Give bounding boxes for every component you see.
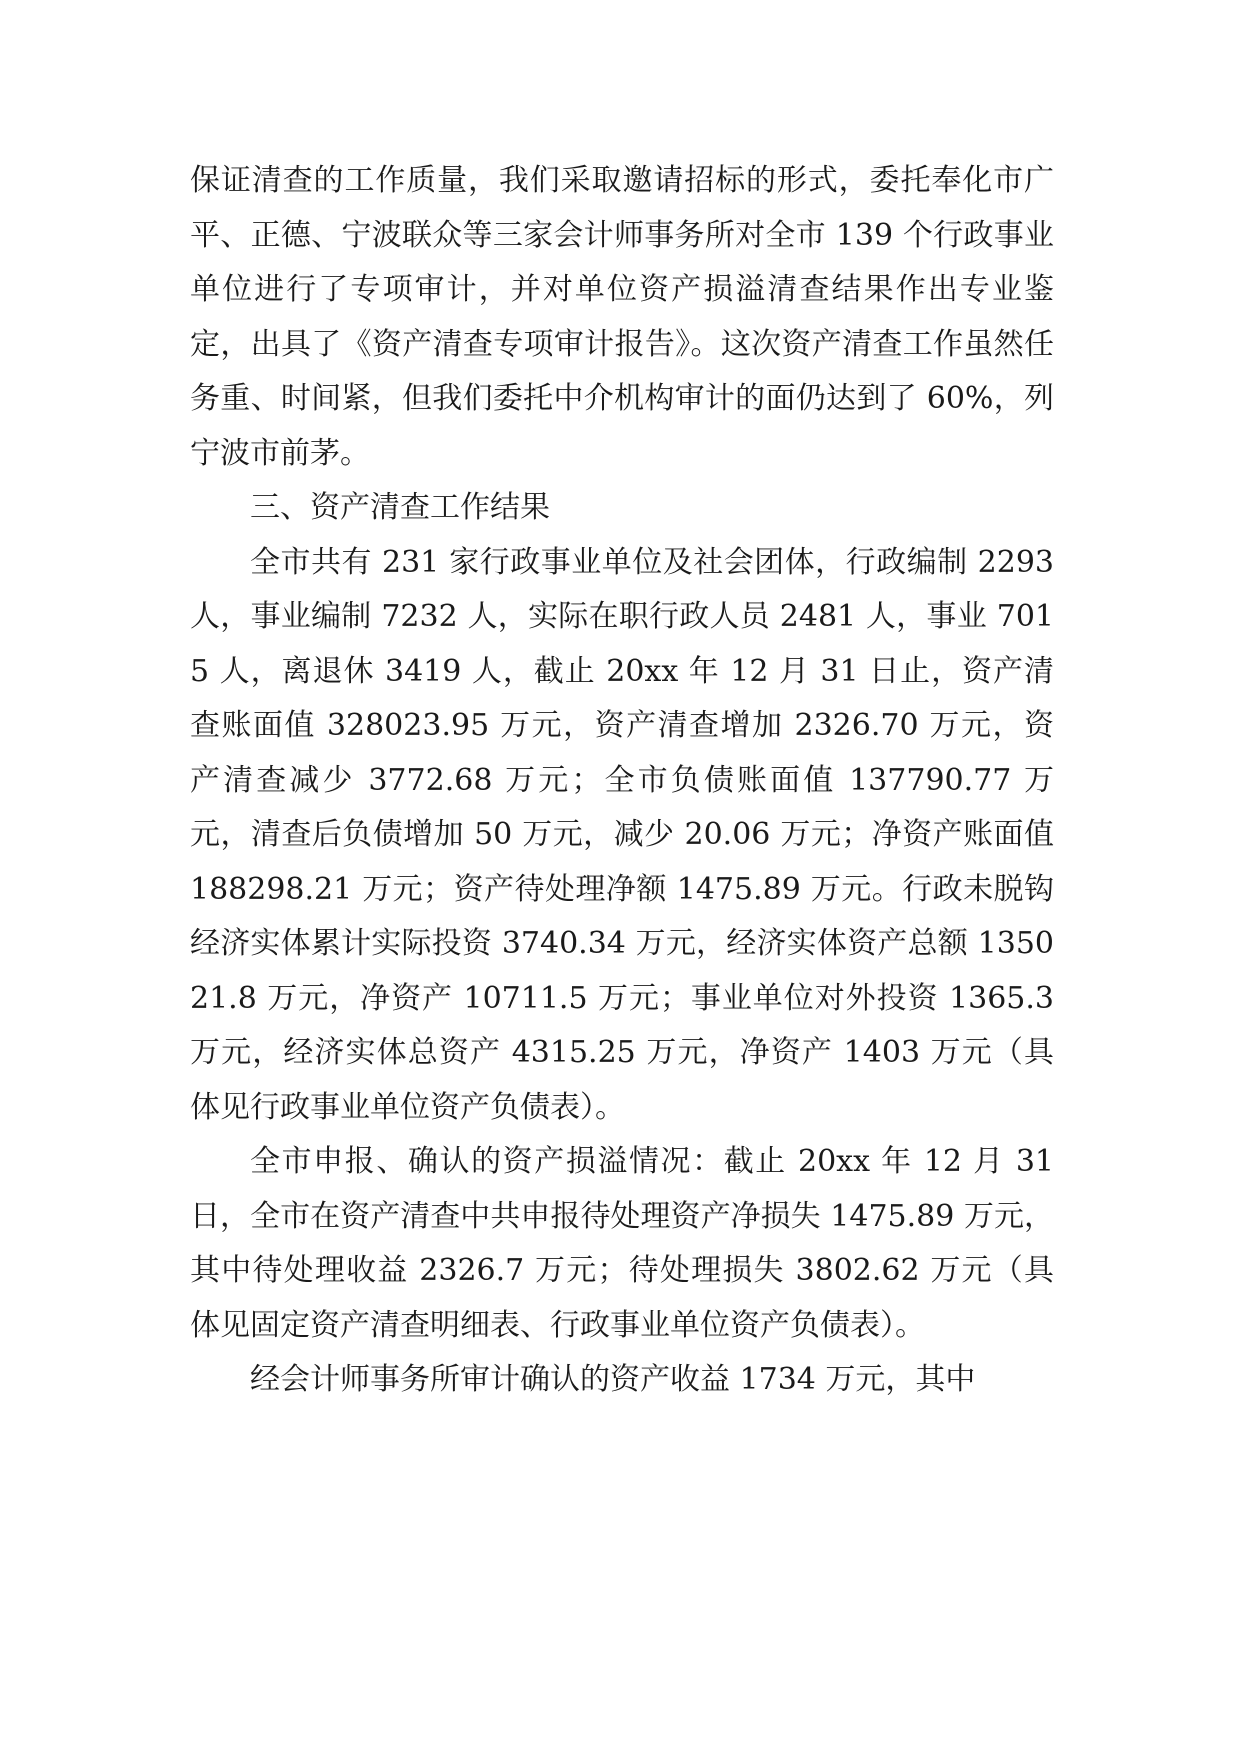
paragraph-overview: 全市共有 231 家行政事业单位及社会团体，行政编制 2293 人，事业编制 7232 人，实际在职行政人员 2481 人，事业 7015 人，离退休 3419 人，截止 20xx 年 12 月 31 日止，资产清查账面值 328023.95 万元，资产清查增加 2326.70 万元，资产清查减少 3772.68 万元；全市负债账面值 137790.77 万元，清查后负债增加 50 万元，减少 20.06 万元；净资产账面值 188298.21 万元；资产待处理净额 1475.89 万元。行政未脱钩经济实体累计实际投资 3740.34 万元，经济实体资产总额 135021.8 万元，净资产 10711.5 万元；事业单位对外投资 1365.3 万元，经济实体总资产 4315.25 万元，净资产 1403 万元（具体见行政事业单位资产负债表）。 <box>190 544 1054 1125</box>
section-heading-results: 三、资产清查工作结果 <box>250 490 550 525</box>
paragraph-losses: 全市申报、确认的资产损溢情况：截止 20xx 年 12 月 31 日，全市在资产清查中共申报待处理资产净损失 1475.89 万元，其中待处理收益 2326.7 万元；待处理损失 3802.62 万元（具体见固定资产清查明细表、行政事业单位资产负债表）。 <box>190 1144 1054 1343</box>
paragraph-quality: 保证清查的工作质量，我们采取邀请招标的形式，委托奉化市广平、正德、宁波联众等三家会计师事务所对全市 139 个行政事业单位进行了专项审计，并对单位资产损溢清查结果作出专业鉴定，出具了《资产清查专项审计报告》。这次资产清查工作虽然任务重、时间紧，但我们委托中介机构审计的面仍达到了 60%，列宁波市前茅。 <box>190 163 1054 471</box>
document-body <box>190 154 1054 1408</box>
paragraph-audit: 经会计师事务所审计确认的资产收益 1734 万元，其中 <box>250 1362 976 1397</box>
